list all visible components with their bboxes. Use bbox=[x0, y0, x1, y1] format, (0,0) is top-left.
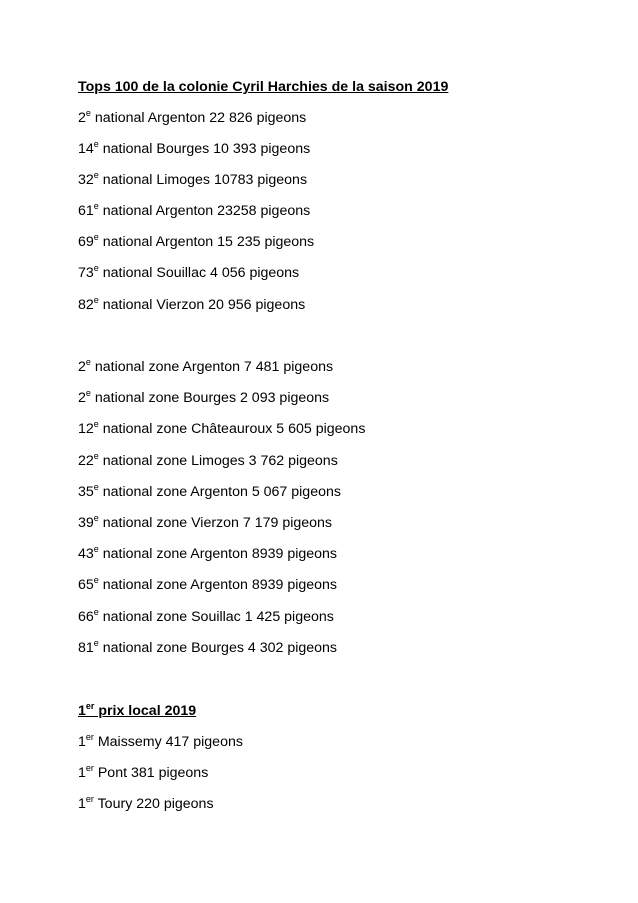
local-result-line bbox=[78, 764, 208, 782]
national-result-line bbox=[78, 109, 306, 127]
result-text: national Argenton 15 235 pigeons bbox=[98, 234, 315, 250]
rank-suffix: er bbox=[85, 794, 94, 804]
result-text: national Limoges 10783 pigeons bbox=[98, 172, 308, 188]
zone-result-line bbox=[78, 545, 337, 563]
rank: 61 bbox=[78, 203, 94, 219]
zone-result-line bbox=[78, 420, 365, 438]
zone-result-line bbox=[78, 514, 332, 532]
zone-result-line bbox=[78, 452, 338, 470]
national-result-line bbox=[78, 140, 310, 158]
rank-suffix: e bbox=[93, 513, 99, 523]
heading-text: prix local 2019 bbox=[94, 703, 197, 719]
rank: 1 bbox=[78, 734, 86, 750]
rank: 65 bbox=[78, 577, 94, 593]
rank-suffix: er bbox=[85, 732, 94, 742]
national-result-line bbox=[78, 171, 307, 189]
national-result-line bbox=[78, 296, 305, 314]
zone-result-line bbox=[78, 483, 341, 501]
rank: 12 bbox=[78, 421, 94, 437]
result-text: national zone Souillac 1 425 pigeons bbox=[98, 609, 334, 625]
local-prize-heading bbox=[78, 702, 196, 720]
rank-suffix: e bbox=[93, 232, 99, 242]
result-text: national zone Argenton 8939 pigeons bbox=[98, 577, 338, 593]
rank: 2 bbox=[78, 390, 86, 406]
rank: 1 bbox=[78, 703, 86, 719]
rank: 39 bbox=[78, 515, 94, 531]
rank: 2 bbox=[78, 110, 86, 126]
rank-suffix: e bbox=[85, 357, 91, 367]
result-text: national zone Argenton 8939 pigeons bbox=[98, 546, 338, 562]
result-text: national zone Bourges 2 093 pigeons bbox=[90, 390, 330, 406]
result-text: national Vierzon 20 956 pigeons bbox=[98, 297, 306, 313]
rank-suffix: e bbox=[93, 638, 99, 648]
result-text: national zone Limoges 3 762 pigeons bbox=[98, 453, 338, 469]
rank: 66 bbox=[78, 609, 94, 625]
rank: 32 bbox=[78, 172, 94, 188]
result-text: national Argenton 22 826 pigeons bbox=[90, 110, 307, 126]
rank: 81 bbox=[78, 640, 94, 656]
rank: 2 bbox=[78, 359, 86, 375]
rank: 1 bbox=[78, 796, 86, 812]
rank-suffix: e bbox=[93, 482, 99, 492]
result-text: national zone Argenton 5 067 pigeons bbox=[98, 484, 341, 500]
rank-suffix: e bbox=[93, 607, 99, 617]
local-result-line bbox=[78, 733, 243, 751]
zone-result-line bbox=[78, 358, 333, 376]
rank-suffix: e bbox=[85, 388, 91, 398]
rank-suffix: e bbox=[93, 544, 99, 554]
result-text: national zone Bourges 4 302 pigeons bbox=[98, 640, 338, 656]
rank: 35 bbox=[78, 484, 94, 500]
result-text: national zone Châteauroux 5 605 pigeons bbox=[98, 421, 366, 437]
result-text: Toury 220 pigeons bbox=[93, 796, 214, 812]
national-result-line bbox=[78, 202, 310, 220]
rank-suffix: e bbox=[93, 451, 99, 461]
rank-suffix: e bbox=[93, 575, 99, 585]
rank: 82 bbox=[78, 297, 94, 313]
result-text: Maissemy 417 pigeons bbox=[93, 734, 243, 750]
rank-suffix: e bbox=[93, 263, 99, 273]
rank: 22 bbox=[78, 453, 94, 469]
zone-result-line bbox=[78, 576, 337, 594]
national-result-line bbox=[78, 264, 299, 282]
document-title bbox=[78, 78, 448, 96]
rank-suffix: er bbox=[85, 701, 95, 711]
national-result-line bbox=[78, 233, 314, 251]
result-text: national Argenton 23258 pigeons bbox=[98, 203, 311, 219]
result-text: Pont 381 pigeons bbox=[93, 765, 209, 781]
result-text: national zone Argenton 7 481 pigeons bbox=[90, 359, 334, 375]
rank-suffix: e bbox=[93, 419, 99, 429]
local-result-line bbox=[78, 795, 214, 813]
result-text: national Bourges 10 393 pigeons bbox=[98, 141, 311, 157]
rank-suffix: e bbox=[85, 108, 91, 118]
rank-suffix: e bbox=[93, 139, 99, 149]
zone-result-line bbox=[78, 639, 337, 657]
rank: 69 bbox=[78, 234, 94, 250]
rank: 1 bbox=[78, 765, 86, 781]
rank-suffix: e bbox=[93, 170, 99, 180]
result-text: national zone Vierzon 7 179 pigeons bbox=[98, 515, 333, 531]
rank-suffix: e bbox=[93, 201, 99, 211]
rank: 73 bbox=[78, 265, 94, 281]
rank: 14 bbox=[78, 141, 94, 157]
rank-suffix: er bbox=[85, 763, 94, 773]
result-text: national Souillac 4 056 pigeons bbox=[98, 265, 300, 281]
zone-result-line bbox=[78, 608, 334, 626]
zone-result-line bbox=[78, 389, 329, 407]
rank-suffix: e bbox=[93, 295, 99, 305]
rank: 43 bbox=[78, 546, 94, 562]
title-text: Tops 100 de la colonie Cyril Harchies de la saison 2019 bbox=[78, 79, 449, 95]
